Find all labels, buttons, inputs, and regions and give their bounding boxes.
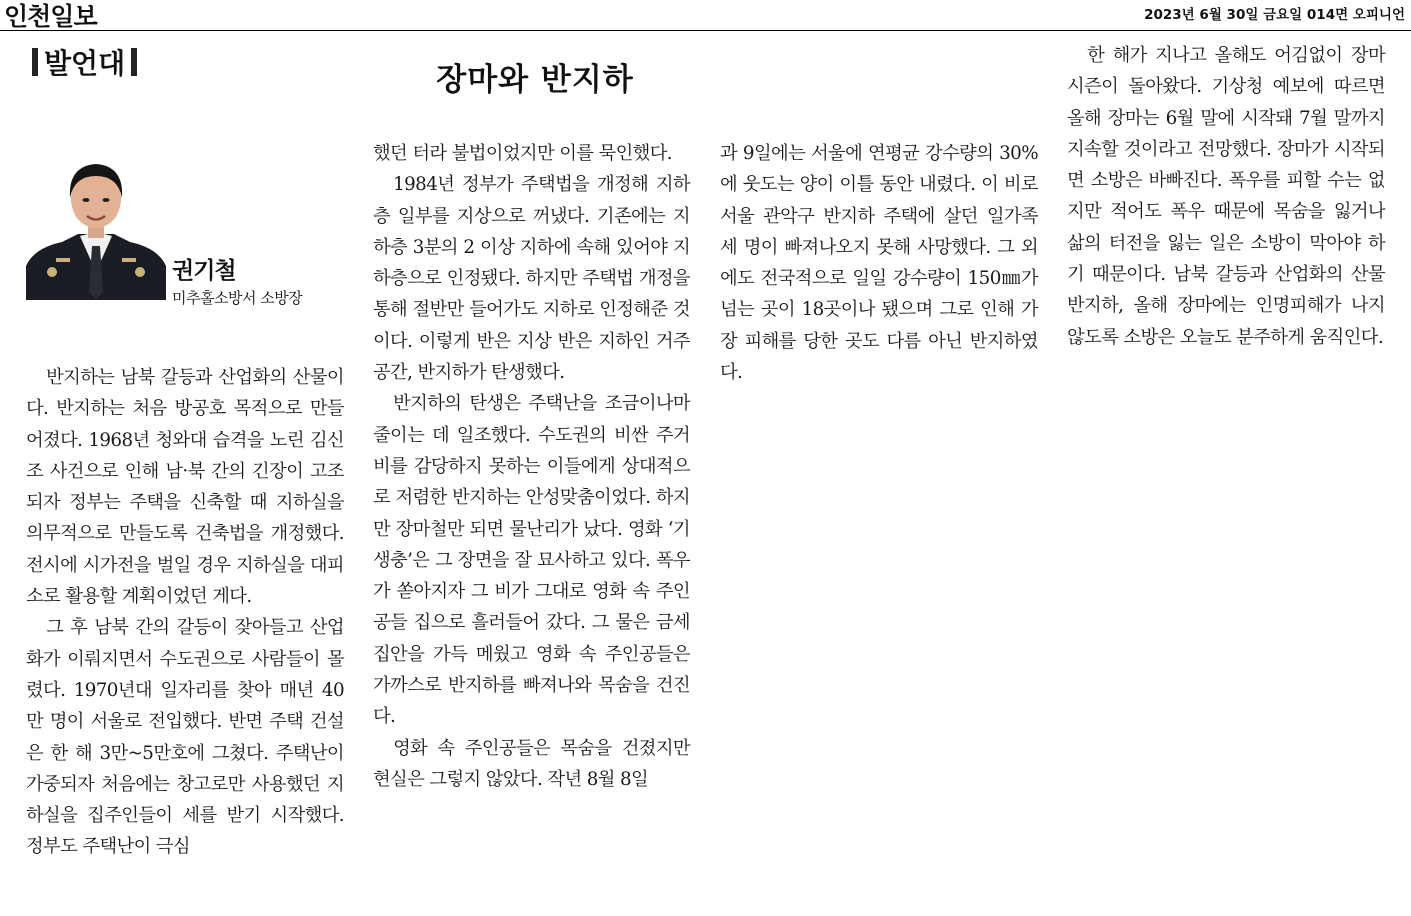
paragraph: 반지하는 남북 갈등과 산업화의 산물이다. 반지하는 처음 방공호 목적으로 만들어졌다. 1968년 청와대 습격을 노린 김신조 사건으로 인해 남·북 간의 긴장이 고조되자 정부는 주택을 신축할 때 지하실을 의무적으로 만들도록 건축법을 개정했다. 전시에 시가전을 벌일 경우 지하실을 대피소로 활용할 계획이었던 게다. (26, 367, 344, 608)
section-label (26, 42, 143, 82)
newspaper-logo: 인천일보 (4, 2, 97, 31)
article-column-2 (373, 138, 690, 795)
author-portrait-icon (26, 154, 166, 300)
section-label-text: 발언대 (44, 47, 126, 80)
author-byline (172, 252, 302, 308)
paragraph: 그 후 남북 간의 갈등이 잦아들고 산업화가 이뤄지면서 수도권으로 사람들이 몰렸다. 1970년대 일자리를 찾아 매년 40만 명이 서울로 전입했다. 반면 주택 건설은 한 해 3만~5만호에 그쳤다. 주택난이 가중되자 처음에는 창고로만 사용했던 지하실을 집주인들이 세를 받기 시작했다. 정부도 주택난이 극심 (26, 617, 344, 858)
bar-left-icon (32, 48, 38, 76)
author-photo (26, 154, 166, 300)
paragraph: 반지하의 탄생은 주택난을 조금이나마 줄이는 데 일조했다. 수도권의 비싼 주거비를 감당하지 못하는 이들에게 상대적으로 저렴한 반지하는 안성맞춤이었다. 하지만 장마철만 되면 물난리가 났다. 영화 ‘기생충’은 그 장면을 잘 묘사하고 있다. 폭우가 쏟아지자 그 비가 그대로 영화 속 주인공들 집으로 흘러들어 갔다. 그 물은 금세 집안을 가득 메웠고 영화 속 주인공들은 가까스로 반지하를 빠져나와 목숨을 건진다. (373, 393, 690, 728)
paragraph: 1984년 정부가 주택법을 개정해 지하층 일부를 지상으로 꺼냈다. 기존에는 지하층 3분의 2 이상 지하에 속해 있어야 지하층으로 인정됐다. 하지만 주택법 개정을 통해 절반만 들어가도 지하로 인정해준 것이다. 이렇게 반은 지상 반은 지하인 거주 공간, 반지하가 탄생했다. (373, 174, 690, 384)
bar-right-icon (131, 48, 137, 76)
dateline: 2023년 6월 30일 금요일 014면 오피니언 (1144, 7, 1405, 23)
paragraph: 과 9일에는 서울에 연평균 강수량의 30%에 웃도는 양이 이틀 동안 내렸다. 이 비로 서울 관악구 반지하 주택에 살던 일가족 세 명이 빠져나오지 못해 사망했다. 그 외에도 전국적으로 일일 강수량이 150㎜가 넘는 곳이 18곳이나 됐으며 그로 인해 가장 피해를 당한 곳도 다름 아닌 반지하였다. (720, 143, 1038, 384)
headline: 장마와 반지하 (436, 62, 634, 98)
paragraph: 한 해가 지나고 올해도 어김없이 장마시즌이 돌아왔다. 기상청 예보에 따르면 올해 장마는 6월 말에 시작돼 7월 말까지 지속할 것이라고 전망했다. 장마가 시작되면 소방은 바빠진다. 폭우를 피할 수는 없지만 적어도 폭우 때문에 목숨을 잃거나 삶의 터전을 잃는 일은 소방이 막아야 하기 때문이다. 남북 갈등과 산업화의 산물 반지하, 올해 장마에는 인명피해가 나지 않도록 소방은 오늘도 분주하게 움직인다. (1067, 45, 1385, 348)
author-title: 미추홀소방서 소방장 (172, 289, 303, 307)
paragraph: 영화 속 주인공들은 목숨을 건졌지만 현실은 그렇지 않았다. 작년 8월 8일 (373, 737, 690, 790)
paragraph: 했던 터라 불법이었지만 이를 묵인했다. (373, 143, 673, 164)
article-column-1 (26, 362, 344, 863)
author-name: 권기철 (172, 258, 236, 284)
masthead (0, 0, 1411, 31)
article-column-4 (1067, 40, 1385, 353)
article-column-3 (720, 138, 1038, 388)
